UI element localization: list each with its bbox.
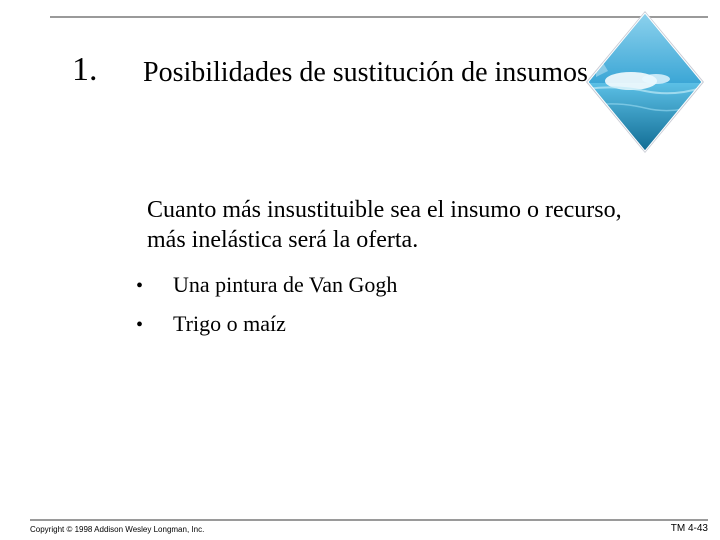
- bullet-dot-icon: •: [136, 314, 144, 336]
- ocean-diamond-logo: [586, 11, 704, 153]
- copyright-text: Copyright © 1998 Addison Wesley Longman, Inc.: [30, 525, 205, 534]
- bullet-text: Trigo o maíz: [173, 311, 286, 336]
- bullet-dot-icon: •: [136, 275, 144, 297]
- slide-number: 1.: [72, 51, 98, 88]
- list-item: [136, 305, 397, 344]
- bullet-text: Una pintura de Van Gogh: [173, 272, 398, 297]
- body-text: Cuanto más insustituible sea el insumo o recurso, más inelástica será la oferta.: [147, 197, 622, 253]
- slide-title: Posibilidades de sustitución de insumos: [143, 57, 588, 88]
- slide-id: TM 4-43: [670, 523, 708, 534]
- list-item: [136, 266, 397, 305]
- bottom-rule: [30, 519, 708, 521]
- bullet-list: [136, 266, 397, 344]
